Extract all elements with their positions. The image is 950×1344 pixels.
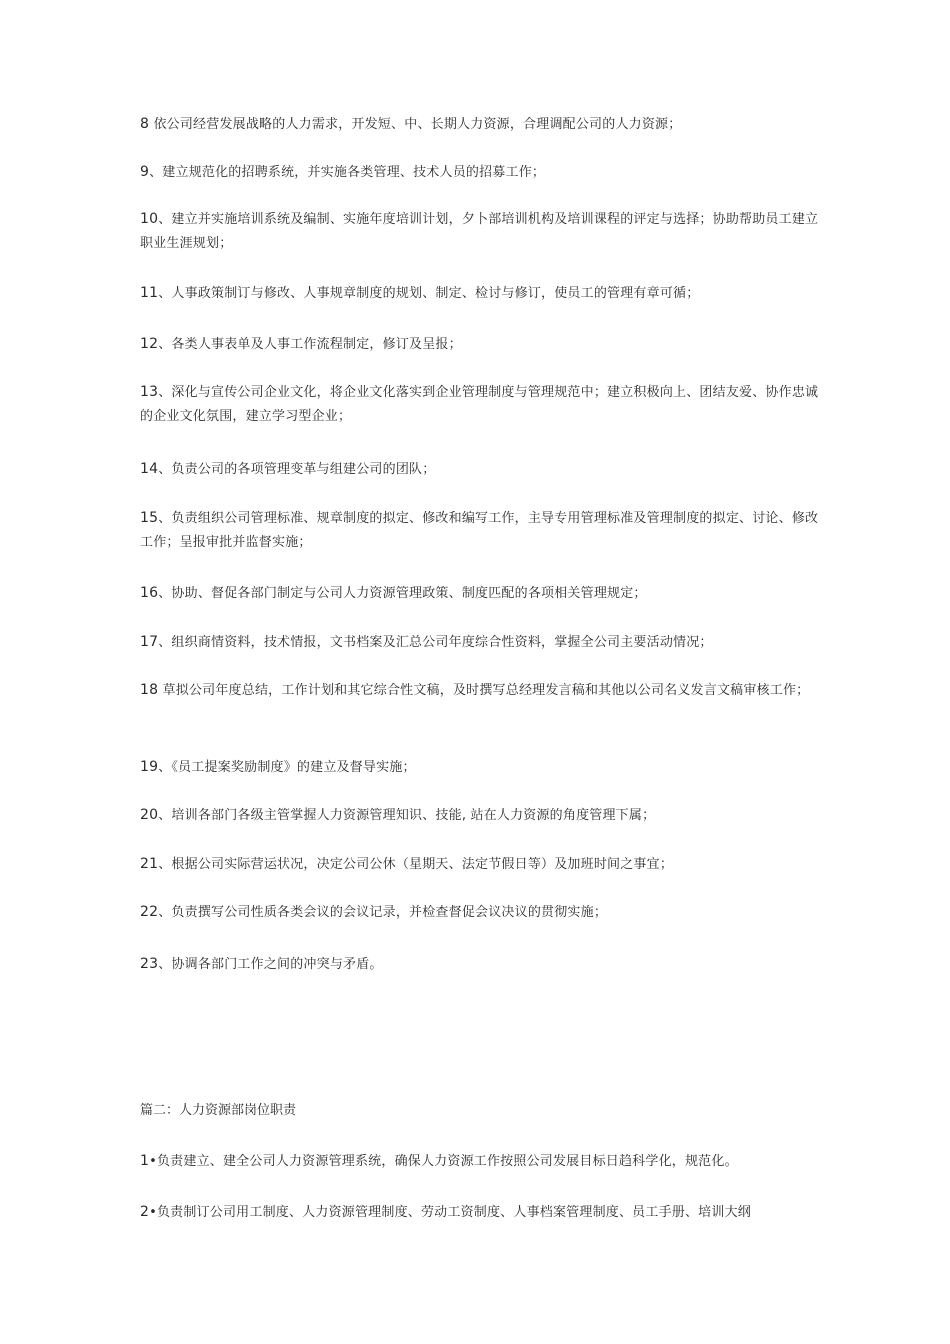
duty-item-21 <box>140 852 820 877</box>
item-text: 、《员工提案奖励制度》的建立及督导实施； <box>158 760 416 775</box>
item-number: 8 <box>140 116 150 132</box>
duty-item-8 <box>140 112 820 137</box>
duty-item-23 <box>140 952 820 977</box>
duty-item-12 <box>140 332 820 357</box>
item-text: 、协助、督促各部门制定与公司人力资源管理政策、制度匹配的各项相关管理规定； <box>158 586 647 601</box>
section-title: 篇二：人力资源部岗位职责 <box>140 1103 297 1118</box>
item-number: 1 <box>140 1153 150 1169</box>
item-number: 14 <box>140 461 159 477</box>
item-text: 、负责组织公司管理标准、规章制度的拟定、修改和编写工作，主导专用管理标准及管理制度的拟定、讨论、修改工作；呈报审批并监督实施； <box>140 511 819 550</box>
duty-item-15 <box>140 506 820 555</box>
duty-item-16 <box>140 581 820 606</box>
duty-item-9 <box>140 160 820 185</box>
item-number: 22 <box>140 904 159 920</box>
item-text: 、各类人事表单及人事工作流程制定，修订及呈报； <box>158 337 462 352</box>
item-number: 11 <box>140 285 159 301</box>
item-number: 20 <box>140 807 159 823</box>
item-text: 、人事政策制订与修改、人事规章制度的规划、制定、检讨与修订，使员工的管理有章可循； <box>158 286 700 301</box>
item-text: 依公司经营发展战略的人力需求，开发短、中、长期人力资源，合理调配公司的人力资源； <box>149 117 682 132</box>
item-text: 、培训各部门各级主管掌握人力资源管理知识、技能, 站在人力资源的角度管理下属； <box>158 808 656 823</box>
item-text: 、协调各部门工作之间的冲突与矛盾。 <box>158 957 383 972</box>
item-text: 、建立规范化的招聘系统，并实施各类管理、技术人员的招募工作； <box>149 165 546 180</box>
item-number: 18 <box>140 682 159 698</box>
item-text: 、深化与宣传公司企业文化，将企业文化落实到企业管理制度与管理规范中；建立积极向上、团结友爱、协作忠诚的企业文化氛围，建立学习型企业； <box>140 385 819 424</box>
item-number: 19 <box>140 759 159 775</box>
duty-item-18 <box>140 678 820 703</box>
duty-item-22 <box>140 900 820 925</box>
duty-item-17 <box>140 630 820 655</box>
item-number: 13 <box>140 384 159 400</box>
duty-item-13 <box>140 380 820 429</box>
section2-item-2 <box>140 1200 820 1225</box>
duty-item-14 <box>140 457 820 482</box>
duty-item-10 <box>140 207 820 256</box>
item-text: •负责建立、建全公司人力资源管理系统，确保人力资源工作按照公司发展目标日趋科学化，规范化。 <box>149 1154 738 1169</box>
item-number: 21 <box>140 856 159 872</box>
item-number: 9 <box>140 164 150 180</box>
item-text: 、根据公司实际营运状况，决定公司公休（星期天、法定节假日等）及加班时间之事宜； <box>158 857 674 872</box>
item-number: 12 <box>140 336 159 352</box>
item-text: •负责制订公司用工制度、人力资源管理制度、劳动工资制度、人事档案管理制度、员工手册、培训大纲 <box>149 1205 751 1220</box>
duty-item-19 <box>140 755 820 780</box>
section2-item-1 <box>140 1149 820 1174</box>
item-text: 、组织商情资料，技术情报，文书档案及汇总公司年度综合性资料，掌握全公司主要活动情况； <box>158 635 713 650</box>
item-text: 、负责公司的各项管理变革与组建公司的团队； <box>158 462 436 477</box>
item-text: 、负责撰写公司性质各类会议的会议记录，并检查督促会议决议的贯彻实施； <box>158 905 608 920</box>
item-number: 23 <box>140 956 159 972</box>
item-number: 16 <box>140 585 159 601</box>
item-number: 17 <box>140 634 159 650</box>
item-text: 草拟公司年度总结，工作计划和其它综合性文稿，及时撰写总经理发言稿和其他以公司名义发言文稿审核工作； <box>158 683 810 698</box>
item-text: 、建立并实施培训系统及编制、实施年度培训计划，夕卜部培训机构及培训课程的评定与选择；协助帮助员工建立职业生涯规划； <box>140 212 819 251</box>
duty-item-20 <box>140 803 820 828</box>
item-number: 10 <box>140 211 159 227</box>
item-number: 15 <box>140 510 159 526</box>
item-number: 2 <box>140 1204 150 1220</box>
duty-item-11 <box>140 281 820 306</box>
